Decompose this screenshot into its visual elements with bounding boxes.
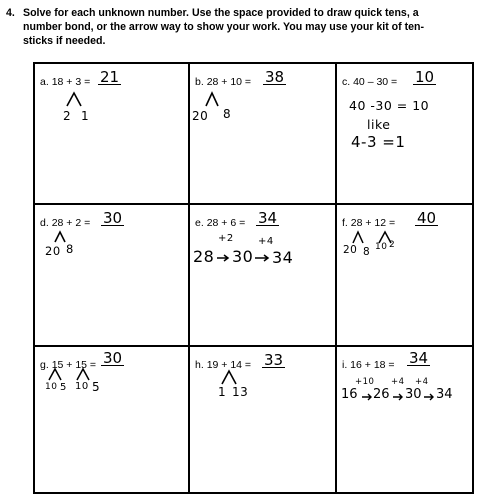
bond-part: 13	[232, 385, 249, 399]
bond-part: 20	[45, 244, 61, 258]
problem-label: a.	[40, 76, 49, 88]
arrow-icon	[392, 393, 404, 401]
bond-part: 8	[223, 107, 232, 121]
bond-part: 10	[45, 382, 58, 392]
problem-number: 4.	[6, 7, 15, 19]
problem-label: h.	[195, 359, 204, 371]
problem-label: f.	[342, 217, 348, 229]
number-bond-lines	[47, 367, 93, 381]
problem-cell-c	[337, 64, 474, 203]
problem-statement	[342, 217, 395, 229]
bond-part: 1	[81, 109, 90, 123]
arrow-number: 16	[341, 387, 358, 402]
problem-cell-i	[337, 347, 474, 492]
arrow-icon	[254, 254, 270, 262]
answer: 10	[415, 68, 435, 86]
bond-part: 8	[363, 246, 371, 258]
bond-part: 5	[60, 382, 67, 393]
jump-label: +4	[391, 377, 405, 387]
bond-part: 2	[389, 240, 396, 250]
arrow-number: 26	[373, 387, 390, 402]
answer: 38	[265, 68, 285, 86]
answer: 34	[409, 349, 429, 367]
instruction-line: Solve for each unknown number. Use the space provided to draw quick tens, a	[23, 7, 419, 19]
problem-cell-f	[337, 205, 474, 345]
problem-equation: 18 + 3 =	[51, 76, 91, 88]
problem-statement	[40, 217, 90, 229]
problem-equation: 19 + 14 =	[206, 359, 252, 371]
bond-part: 1	[218, 385, 227, 399]
number-bond-lines	[53, 231, 67, 243]
problem-label: e.	[195, 217, 204, 229]
problem-cell-e	[190, 205, 335, 345]
instruction-line: number bond, or the arrow way to show your work. You may use your kit of ten-	[23, 21, 425, 33]
problem-statement	[195, 76, 251, 88]
answer: 30	[103, 209, 123, 227]
answer: 34	[258, 209, 278, 227]
bond-part: 20	[343, 244, 358, 256]
bond-part: 10	[375, 242, 388, 252]
problem-equation: 16 + 18 =	[350, 359, 395, 371]
jump-label: +4	[415, 377, 429, 387]
answer: 33	[264, 351, 284, 369]
problem-label: g.	[40, 359, 49, 371]
arrow-number: 34	[272, 248, 294, 267]
problem-cell-b	[190, 64, 335, 203]
problem-label: c.	[342, 76, 351, 88]
problem-cell-h	[190, 347, 335, 492]
arrow-number: 30	[232, 247, 254, 266]
arrow-icon	[423, 393, 435, 401]
problem-equation: 28 + 2 =	[51, 217, 91, 229]
jump-label: +2	[218, 233, 234, 244]
arrow-icon	[216, 254, 230, 262]
instruction-line: sticks if needed.	[23, 35, 106, 47]
bond-part: 5	[92, 380, 101, 394]
number-bond-lines	[65, 91, 85, 107]
problem-label: i.	[342, 359, 348, 371]
bond-part: 8	[66, 242, 74, 256]
problem-cell-g	[35, 347, 188, 492]
problem-statement	[195, 217, 245, 229]
bond-part: 20	[192, 109, 209, 123]
problem-equation: 40 – 30 =	[353, 76, 398, 88]
jump-label: +10	[355, 377, 375, 387]
arrow-icon	[361, 393, 373, 401]
problem-equation: 28 + 6 =	[206, 217, 246, 229]
work-line: 40 -30 = 10	[349, 98, 430, 113]
bond-part: 2	[63, 109, 72, 123]
problem-equation: 28 + 10 =	[206, 76, 252, 88]
arrow-number: 28	[193, 247, 215, 266]
problem-equation: 28 + 12 =	[350, 217, 396, 229]
answer: 21	[100, 68, 120, 86]
work-line: 4-3 =1	[351, 133, 406, 151]
instructions	[6, 6, 476, 48]
jump-label: +4	[258, 236, 274, 247]
arrow-number: 34	[436, 387, 453, 402]
problem-statement	[342, 359, 395, 371]
problem-statement	[40, 76, 90, 88]
problem-equation: 15 + 15 =	[51, 359, 97, 371]
problem-grid	[33, 62, 474, 494]
answer: 30	[103, 349, 123, 367]
answer: 40	[417, 209, 437, 227]
problem-cell-d	[35, 205, 188, 345]
problem-label: d.	[40, 217, 49, 229]
problem-cell-a	[35, 64, 188, 203]
arrow-number: 30	[405, 387, 422, 402]
problem-statement	[342, 76, 397, 88]
number-bond-lines	[204, 91, 222, 107]
work-line: like	[367, 117, 391, 132]
number-bond-lines	[220, 369, 240, 385]
problem-label: b.	[195, 76, 204, 88]
bond-part: 10	[75, 381, 89, 392]
